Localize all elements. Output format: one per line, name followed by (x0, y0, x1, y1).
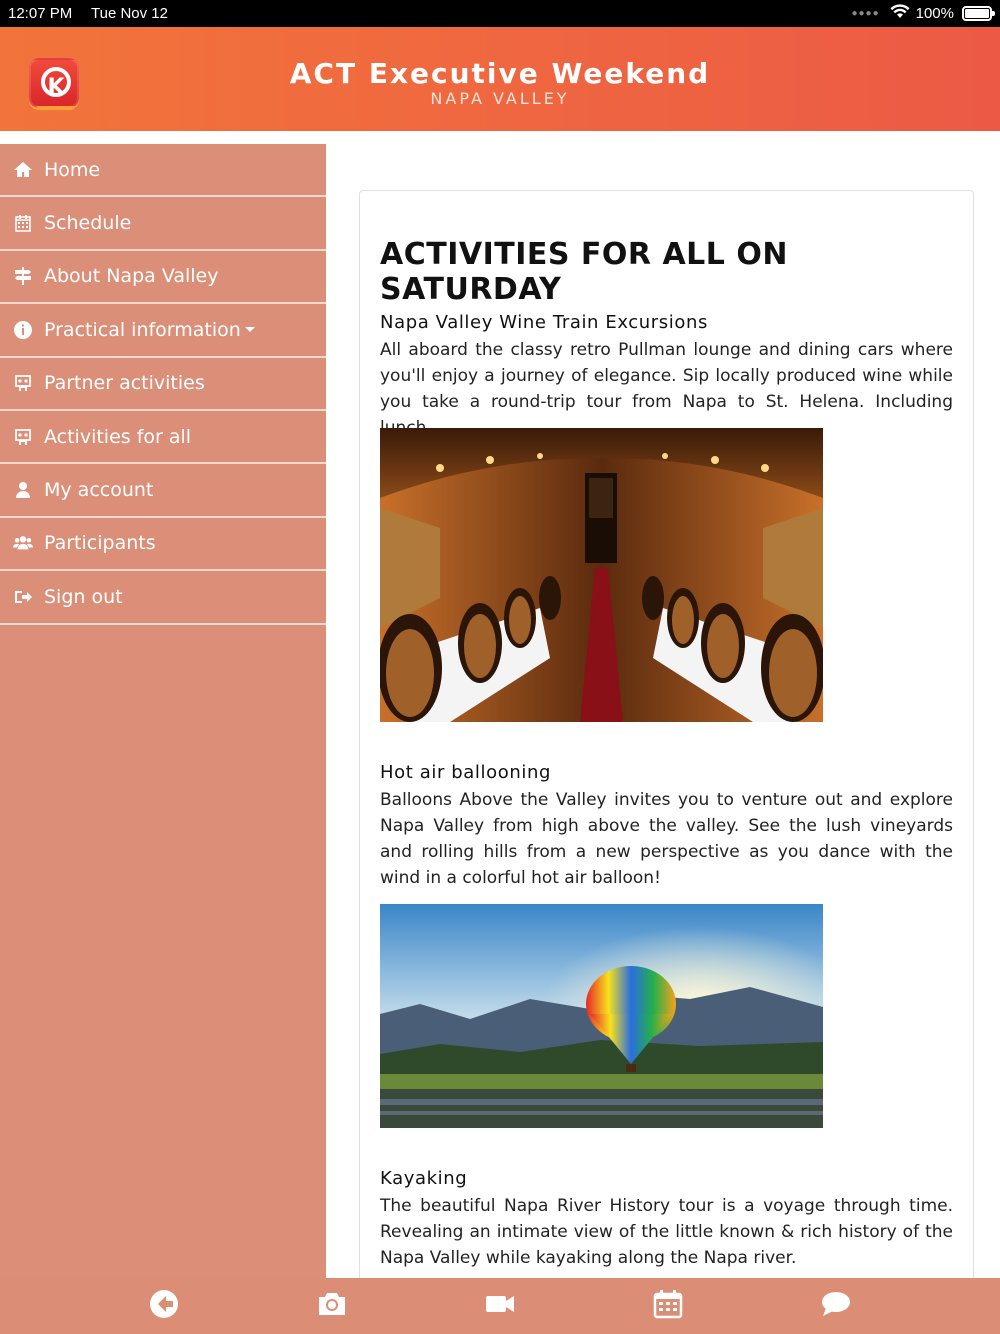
battery-icon (962, 6, 992, 21)
sign-out-icon (12, 586, 34, 608)
chevron-down-icon (245, 327, 255, 332)
back-arrow-icon (148, 1288, 180, 1324)
app-subtitle: NAPA VALLEY (430, 89, 570, 108)
section-heading: Napa Valley Wine Train Excursions (380, 312, 708, 333)
sidebar-item-sign-out[interactable] (0, 571, 326, 624)
app-header (0, 27, 1000, 131)
calendar-icon (12, 212, 34, 234)
sidebar-item-label: My account (44, 479, 154, 502)
sidebar-item-schedule[interactable] (0, 197, 326, 250)
wine-train-image (380, 428, 823, 722)
signal-dots-icon: ●●●● (851, 8, 880, 19)
sidebar-item-about[interactable] (0, 251, 326, 304)
calendar-icon (652, 1288, 684, 1324)
sidebar-item-partner-activities[interactable] (0, 358, 326, 411)
video-button[interactable] (480, 1286, 520, 1326)
battery-percent: 100% (915, 5, 954, 22)
content-panel (359, 190, 974, 1290)
section-text: Balloons Above the Valley invites you to venture out and explore Napa Valley from high above the valley. See the lush vineyards and rolling hills from a new perspective as you dance with the wind in a colorful hot air balloon! (380, 790, 953, 888)
chat-icon (820, 1288, 852, 1324)
section-heading: Kayaking (380, 1168, 468, 1189)
back-button[interactable] (144, 1286, 184, 1326)
sidebar-item-participants[interactable] (0, 518, 326, 571)
camera-icon (316, 1288, 348, 1324)
sidebar-item-my-account[interactable] (0, 464, 326, 517)
sidebar-item-home[interactable] (0, 144, 326, 197)
k-logo-icon[interactable]: K (29, 58, 79, 108)
sidebar-nav (0, 131, 326, 1278)
app-title: ACT Executive Weekend (289, 57, 711, 90)
activities-icon (12, 426, 34, 448)
sidebar-item-label: Participants (44, 532, 156, 555)
user-icon (12, 479, 34, 501)
info-icon (12, 319, 34, 341)
sidebar-item-label: Practical information (44, 318, 241, 341)
section-text: All aboard the classy retro Pullman lounge and dining cars where you'll enjoy a journey of elegance. Sip locally produced wine while you take a round-trip tour from Napa to St. Helena. Including (380, 340, 953, 412)
calendar-button[interactable] (648, 1286, 688, 1326)
wifi-icon (890, 4, 910, 23)
status-date: Tue Nov 12 (91, 5, 168, 22)
sidebar-item-label: About Napa Valley (44, 265, 219, 288)
hot-air-balloon-image (380, 904, 823, 1128)
home-icon (12, 159, 34, 181)
activities-icon (12, 372, 34, 394)
sidebar-item-label: Partner activities (44, 372, 205, 395)
sidebar-item-label: Home (44, 158, 101, 181)
status-bar (0, 0, 1000, 27)
section-text: The beautiful Napa River History tour is a voyage through time. Revealing an intimate view of the little known & rich history of the Napa Valley while kayaking along the Napa river. (380, 1196, 953, 1268)
bottom-toolbar (0, 1278, 1000, 1334)
video-icon (484, 1288, 516, 1324)
sidebar-item-label: Activities for all (44, 425, 192, 448)
sidebar-item-activities-for-all[interactable] (0, 411, 326, 464)
sidebar-item-label: Schedule (44, 212, 132, 235)
sidebar-item-practical-info[interactable] (0, 304, 326, 357)
sidebar-item-label: Sign out (44, 585, 123, 608)
section-heading: Hot air ballooning (380, 762, 552, 783)
chat-button[interactable] (816, 1286, 856, 1326)
signpost-icon (12, 265, 34, 287)
users-icon (12, 532, 34, 554)
status-time: 12:07 PM (8, 5, 73, 22)
page-title: ACTIVITIES FOR ALL ON SATURDAY (380, 237, 788, 307)
camera-button[interactable] (312, 1286, 352, 1326)
